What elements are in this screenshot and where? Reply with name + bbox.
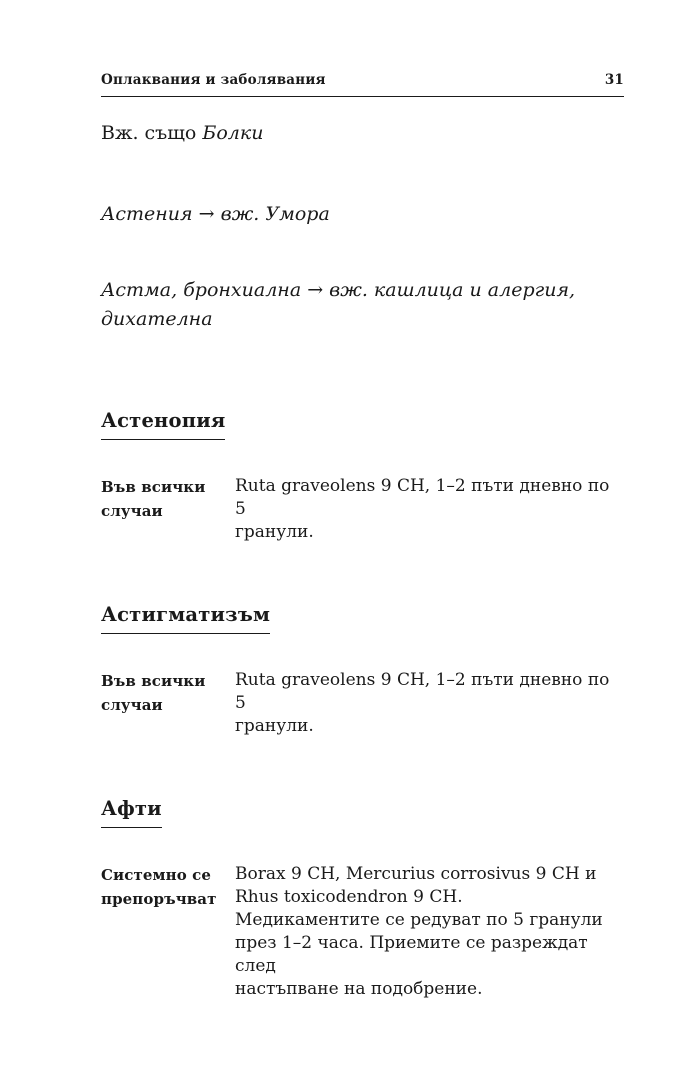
arrow-icon: →	[198, 203, 215, 225]
header-title: Оплаквания и заболявания	[101, 72, 326, 88]
entry-label-line: Системно се	[101, 866, 212, 884]
entry-text-line: Rhus toxicodendron 9 CH.	[235, 887, 463, 907]
xref-line-1	[101, 276, 575, 305]
xref-line-2: дихателна	[101, 308, 213, 330]
page-number: 31	[604, 72, 624, 88]
entry-label-line: Във всички	[101, 478, 206, 496]
entry-label-line: случаи	[101, 502, 163, 520]
entry-text-line: гранули.	[235, 716, 314, 736]
entry-text-line: Ruta graveolens 9 CH, 1–2 пъти дневно по 5	[235, 670, 610, 713]
entry-asthenopia	[101, 475, 624, 544]
entry-text-line: през 1–2 часа. Приемите се разреждат след	[235, 933, 588, 976]
arrow-icon: →	[307, 279, 324, 301]
section-title-aphthae: Афти	[101, 797, 162, 828]
xref-target: вж. Умора	[220, 203, 330, 225]
entry-aphthae	[101, 863, 624, 1001]
entry-text	[235, 669, 624, 738]
entry-text-line: Медикаментите се редуват по 5 гранули	[235, 910, 603, 930]
see-also-line	[101, 122, 264, 144]
entry-text	[235, 863, 624, 1001]
entry-label	[101, 475, 235, 544]
section-title-asthenopia: Астенопия	[101, 409, 225, 440]
xref-asthma	[101, 276, 575, 334]
entry-astigmatism	[101, 669, 624, 738]
entry-text	[235, 475, 624, 544]
see-also-prefix: Вж. също	[101, 122, 203, 144]
entry-label-line: случаи	[101, 696, 163, 714]
entry-text-line: Ruta graveolens 9 CH, 1–2 пъти дневно по 5	[235, 476, 610, 519]
entry-label	[101, 863, 235, 1001]
section-title-astigmatism: Астигматизъм	[101, 603, 270, 634]
xref-term: Астения	[101, 203, 193, 225]
entry-label	[101, 669, 235, 738]
entry-text-line: гранули.	[235, 522, 314, 542]
entry-text-line: настъпване на подобрение.	[235, 979, 483, 999]
xref-asthenia	[101, 200, 330, 229]
xref-target: вж. кашлица и алергия,	[329, 279, 576, 301]
see-also-target: Болки	[202, 122, 264, 144]
entry-label-line: препоръчват	[101, 890, 217, 908]
xref-term: Астма, бронхиална	[101, 279, 302, 301]
entry-text-line: Borax 9 CH, Mercurius corrosivus 9 CH и	[235, 864, 597, 884]
entry-label-line: Във всички	[101, 672, 206, 690]
running-header	[101, 72, 624, 97]
